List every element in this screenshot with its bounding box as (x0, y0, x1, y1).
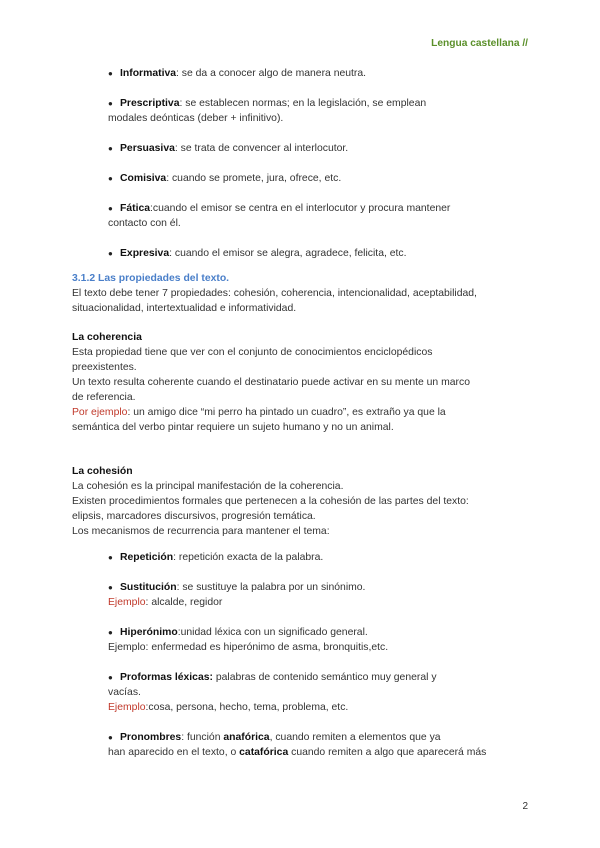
example-label: Por ejemplo (72, 407, 128, 418)
example-line: Por ejemplo: un amigo dice “mi perro ha pintado un cuadro”, es extraño ya que la (72, 407, 446, 418)
coherencia-title: La coherencia (72, 332, 142, 343)
paragraph-line: La cohesión es la principal manifestación de la coherencia. (72, 481, 344, 492)
paragraph-line: preexistentes. (72, 362, 137, 373)
cohesion-title: La cohesión (72, 466, 133, 477)
list-item: ● Pronombres: función anafórica, cuando remiten a elementos que ya (72, 730, 542, 745)
list-item-continuation: vacías. (108, 687, 141, 698)
paragraph-line: Los mecanismos de recurrencia para mantener el tema: (72, 526, 330, 537)
paragraph-line: elipsis, marcadores discursivos, progresión temática. (72, 511, 316, 522)
list-item: ● Expresiva: cuando el emisor se alegra, agradece, felicita, etc. (72, 246, 542, 261)
page-number: 2 (522, 801, 528, 812)
list-item: ● Comisiva: cuando se promete, jura, ofrece, etc. (72, 171, 542, 186)
example-label: Ejemplo (108, 597, 146, 608)
paragraph-line: de referencia. (72, 392, 136, 403)
section-intro: El texto debe tener 7 propiedades: cohesión, coherencia, intencionalidad, aceptabilidad, (72, 288, 477, 299)
list-item: ● Fática:cuando el emisor se centra en el interlocutor y procura mantener (72, 201, 542, 216)
list-item: ● Hiperónimo:unidad léxica con un significado general. (72, 625, 542, 640)
list-item-continuation: modales deónticas (deber + infinitivo). (108, 113, 284, 124)
list-item: ● Prescriptiva: se establecen normas; en la legislación, se emplean (72, 96, 542, 111)
paragraph-line: Existen procedimientos formales que pertenecen a la cohesión de las partes del texto: (72, 496, 469, 507)
list-item: ● Informativa: se da a conocer algo de manera neutra. (72, 66, 542, 81)
list-item: ● Persuasiva: se trata de convencer al interlocutor. (72, 141, 542, 156)
list-item-continuation: Ejemplo: enfermedad es hiperónimo de asma, bronquitis,etc. (108, 642, 389, 653)
header-title: Lengua castellana // (431, 38, 528, 49)
paragraph-line: semántica del verbo pintar requiere un sujeto humano y no un animal. (72, 422, 394, 433)
paragraph-line: Un texto resulta coherente cuando el destinatario puede activar en su mente un marco (72, 377, 470, 388)
section-heading: 3.1.2 Las propiedades del texto. (72, 273, 230, 284)
page-content (72, 66, 542, 760)
example-line: Ejemplo: alcalde, regidor (108, 597, 223, 608)
list-item-continuation: contacto con él. (108, 218, 181, 229)
section-intro: situacionalidad, intertextualidad e informatividad. (72, 303, 297, 314)
example-line: Ejemplo:cosa, persona, hecho, tema, problema, etc. (108, 702, 349, 713)
list-item-continuation: han aparecido en el texto, o catafórica cuando remiten a algo que aparecerá más (108, 747, 487, 758)
example-label: Ejemplo (108, 702, 146, 713)
list-item: ● Sustitución: se sustituye la palabra por un sinónimo. (72, 580, 542, 595)
list-item: ● Repetición: repetición exacta de la palabra. (72, 550, 542, 565)
paragraph-line: Esta propiedad tiene que ver con el conjunto de conocimientos enciclopédicos (72, 347, 433, 358)
list-item: ● Proformas léxicas: palabras de contenido semántico muy general y (72, 670, 542, 685)
